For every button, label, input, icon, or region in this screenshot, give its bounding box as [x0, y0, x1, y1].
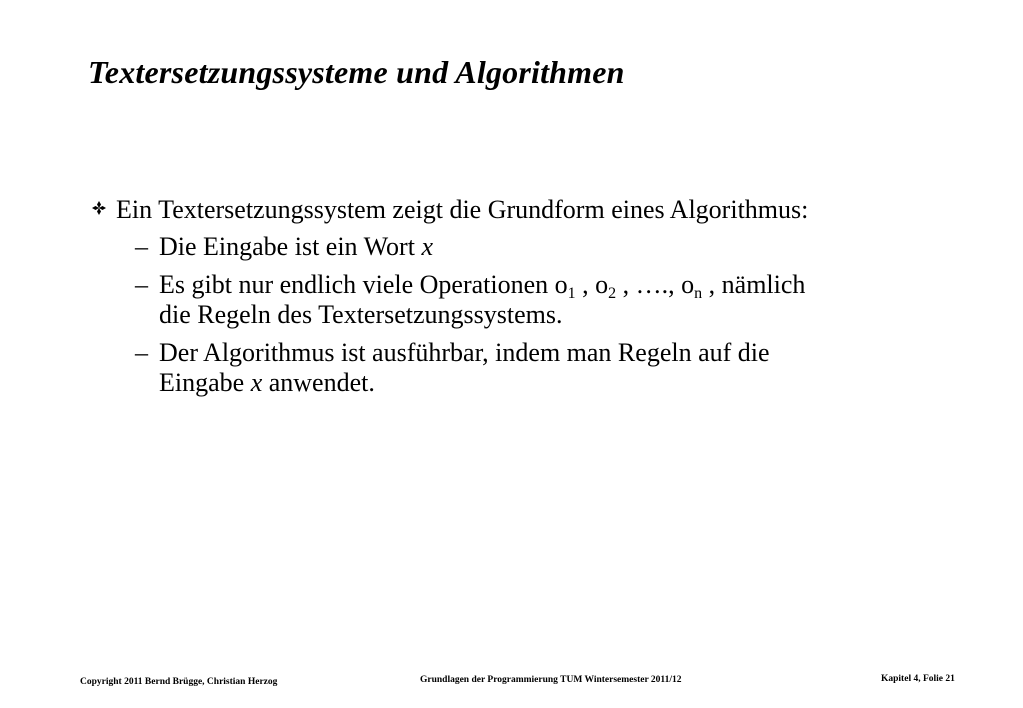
variable-x: x — [421, 232, 433, 261]
operations-line-2: die Regeln des Textersetzungssystems. — [159, 300, 563, 329]
dash-marker: – — [135, 232, 148, 261]
dash-marker: – — [135, 338, 148, 367]
four-diamond-bullet-icon — [92, 201, 106, 215]
execution-line-2 — [159, 368, 992, 398]
sub-item-operations — [135, 270, 992, 330]
footer-course: Grundlagen der Programmierung TUM Wintersemester 2011/12 — [420, 675, 682, 685]
execution-text-b: anwendet. — [262, 368, 375, 397]
sub-item-text: Die Eingabe ist ein Wort — [159, 232, 422, 261]
sub-item-input — [135, 232, 992, 262]
main-bullet-text: Ein Textersetzungssystem zeigt die Grundform eines Algorithmus: — [116, 195, 809, 224]
footer-copyright: Copyright 2011 Bernd Brügge, Christian Herzog — [80, 677, 278, 687]
slide-title: Textersetzungssysteme und Algorithmen — [88, 54, 625, 90]
dash-marker: – — [135, 270, 148, 299]
operations-line-1 — [159, 270, 992, 300]
sub-item-execution — [135, 338, 992, 398]
operations-text-a: Es gibt nur endlich viele Operationen o — [159, 270, 568, 299]
main-bullet — [92, 194, 992, 226]
operations-text-b: , o — [575, 270, 609, 299]
execution-text-a: Eingabe — [159, 368, 251, 397]
subscript-n: n — [694, 285, 703, 302]
variable-x: x — [250, 368, 263, 397]
subscript-1: 1 — [567, 285, 576, 302]
footer-slide-number: Kapitel 4, Folie 21 — [881, 674, 955, 684]
operations-text-c: , …., o — [616, 270, 695, 299]
sub-list — [92, 232, 992, 398]
execution-line-1: Der Algorithmus ist ausführbar, indem man Regeln auf die — [159, 338, 770, 367]
subscript-2: 2 — [608, 285, 617, 302]
slide-content — [92, 194, 992, 406]
operations-text-d: , nämlich — [702, 270, 806, 299]
